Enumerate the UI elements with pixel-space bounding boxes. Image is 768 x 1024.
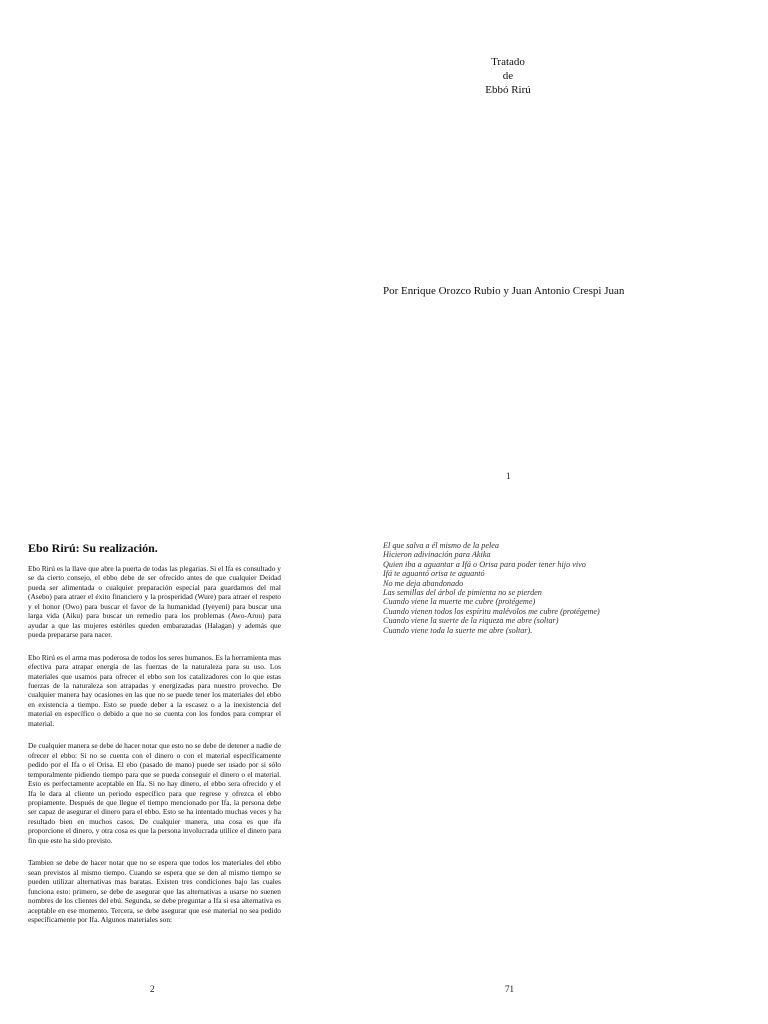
paragraph: Ebo Rirú es la llave que abre la puerta de todas las plegarias. Si el Ifa es consultado y se da cierto consejo, el ebbo debe de ser ofrecido antes de que cualquier Deidad pueda ser alimentada o cualquier preparación especial para guardarnos del mal (Asebo) para atraer el éxito financiero y la prosperidad (Wure) para atraer el respeto y el honor (Owo) para buscar el favor de la humanidad (Iyeyeni) para buscar una larga vida (Aiku) para buscar un remedio para los problemas (Awo-Aruu) para ayudar a que las mujeres estériles queden embarazadas (Halagan) y además que pueda prepararse para nacer.	[28, 564, 281, 640]
paragraph: Tambien se debe de hacer notar que no se espera que todos los materiales del ebbo sean previstos al mismo tiempo. Cuando se espera que se den al mismo tiempo se pueden utilizar alternativas mas baratas. Existen tres condiciones bajo las cuales funciona esto: primero, se debe de asegurar que las alternativas a usarse no suenen nombres de los clientes del ebú. Segunda, se debe preguntar a Ifa si esa alternativa es aceptable en ese momento. Tercera, se debe asegurar que ese material no sea pedido específicamente por Ifa. Algunos materiales son:	[28, 858, 281, 924]
title-line-1: Tratado	[491, 56, 525, 68]
paragraph: Ebo Rirú es el arma mas poderosa de todos los seres humanos. Es la herramienta mas efectiva para atrapar energía de las fuerzas de la naturaleza para su uso. Los materiales que usamos para ofrecer el ebbo son los catalizadores con lo que estas fuerzas de la naturaleza son atrapadas y energizadas para nuestro provecho. De cualquier manera hay ocasiones en las que no se puede tener los materiales del ebbo en existencia a tiempo. Esto se puede deber a la escasez o a la inexistencia del material en específico o debido a que no se cuenta con los fondos para comprar el material.	[28, 652, 281, 728]
verse-line: Cuando vienen todos los espíritu malévolos me cubre (protégeme)	[383, 606, 600, 616]
title-line-2: de	[502, 70, 514, 82]
title-line-3: Ebbó Rirú	[485, 84, 531, 96]
page-number-right: 71	[505, 984, 514, 994]
verse-line: Hicieron adivinación para Akika	[383, 550, 491, 560]
page-number-left: 2	[150, 984, 155, 994]
verse-block	[383, 541, 623, 635]
document-title	[440, 55, 576, 97]
page-number-cover: 1	[506, 471, 511, 481]
section-heading: Ebo Rirú: Su realización.	[28, 541, 158, 555]
verse-line: No me deja abandonado	[383, 578, 464, 588]
body-text	[28, 564, 281, 937]
verse-line: Quien iba a aguantar a Ifá o Orisa para poder tener hijo vivo	[383, 559, 586, 569]
verse-line: Cuando viene la suerte de la riqueza me abre (soltar)	[383, 616, 559, 626]
verse-line: Cuando viene la muerte me cubre (protégeme)	[383, 597, 536, 607]
verse-line: Ifá te aguantó orisa te aguantó	[383, 569, 485, 579]
authors-line: Por Enrique Orozco Rubio y Juan Antonio Crespi Juan	[383, 285, 625, 297]
paragraph: De cualquier manera se debe de hacer notar que esto no se debe de detener a nadie de ofrecer el ebbo: Si no se cuenta con el dinero o con el material específicamente pedido por el Ifa o el Orisa. El ebo (pasado de mano) puede ser usado por si sólo temporalmente pidiendo tiempo para que se pueda conseguir el dinero o el material. Esto es perfectamente aceptable en Ifa. Si no hay dinero, el ebbo sera ofrecido y el Ifa le dara al cliente un periodo específico para que regrese y ofrezca el ebbo propiamente. Después de que llegue el tiempo mencionado por Ifa, la persona debe ser capaz de asegurar el dinero para el ebbo. Esto se ha intentado muchas veces y ha resultado bien en muchos casos. De cualquier manera, una cosa es que ifa proporcione el dinero, y otra cosa es que la persona involucrada utilice el dinero para fin que este ha sido previsto.	[28, 741, 281, 845]
verse-line: Cuando viene toda la suerte me abre (soltar).	[383, 625, 533, 635]
verse-line: Las semillas del árbol de pimienta no se pierden	[383, 588, 542, 598]
verse-line: El que salva a él mismo de la pelea	[383, 541, 499, 550]
